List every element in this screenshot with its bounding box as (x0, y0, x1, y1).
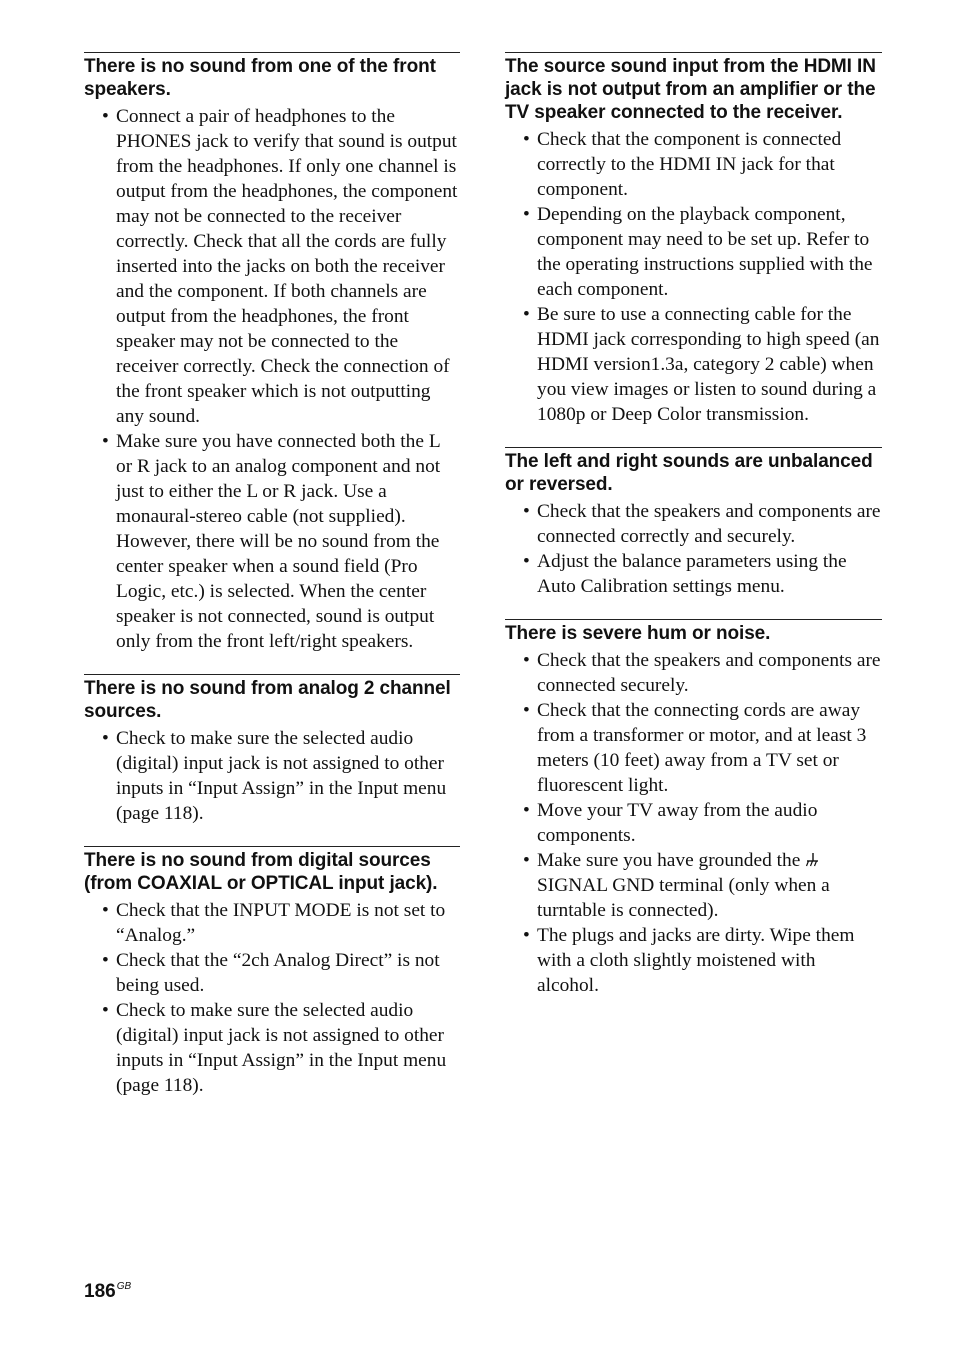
section-heading: There is severe hum or noise. (505, 623, 771, 644)
section-heading: There is no sound from digital sources (from COAXIAL or OPTICAL input jack). (84, 850, 438, 894)
bullet-item: • Check that the INPUT MODE is not set to “Analog.” (84, 898, 460, 948)
section-no-sound-digital (84, 846, 460, 1098)
bullet-item: • Check that the component is connected correctly to the HDMI IN jack for that component. (505, 127, 882, 202)
ground-symbol-icon (805, 852, 819, 868)
bullet-list (505, 127, 882, 427)
section-heading: There is no sound from analog 2 channel sources. (84, 678, 451, 722)
bullet-item: • Make sure you have connected both the L or R jack to an analog component and not just to either the L or R jack. Use a monaural-stereo cable (not supplied). However, there will be no sound from the center speaker when a sound field (Pro Logic, etc.) is selected. When the center speaker is not connected, sound is output only from the front left/right speakers. (84, 429, 460, 654)
bullet-item: • Check that the connecting cords are away from a transformer or motor, and at least 3 meters (10 feet) away from a TV set or fluorescent light. (505, 698, 882, 798)
bullet-item: • Adjust the balance parameters using the Auto Calibration settings menu. (505, 549, 882, 599)
bullet-item: • Check to make sure the selected audio (digital) input jack is not assigned to other inputs in “Input Assign” in the Input menu (page 118). (84, 998, 460, 1098)
right-column (505, 52, 882, 1018)
bullet-item: • Connect a pair of headphones to the PHONES jack to verify that sound is output from the headphones. If only one channel is output from the headphones, the component may not be connected to the receiver correctly. Check that all the cords are fully inserted into the jacks on both the receiver and the component. If both channels are output from the headphones, the front speaker may not be connected to the receiver correctly. Check the connection of the front speaker which is not outputting any sound. (84, 104, 460, 429)
bullet-item: • Check that the “2ch Analog Direct” is not being used. (84, 948, 460, 998)
bullet-item: • Be sure to use a connecting cable for the HDMI jack corresponding to high speed (an HDMI version1.3a, category 2 cable) when you view images or listen to sound during a 1080p or Deep Color transmission. (505, 302, 882, 427)
bullet-item: • Depending on the playback component, component may need to be set up. Refer to the operating instructions supplied with the each component. (505, 202, 882, 302)
bullet-list (84, 104, 460, 654)
bullet-item: • Check to make sure the selected audio (digital) input jack is not assigned to other inputs in “Input Assign” in the Input menu (page 118). (84, 726, 460, 826)
section-no-sound-front (84, 52, 460, 654)
bullet-list (505, 499, 882, 599)
bullet-list (84, 726, 460, 826)
section-hdmi-no-output (505, 52, 882, 427)
ground-text-after: SIGNAL GND terminal (only when a turntable is connected). (537, 875, 830, 921)
page-number-value: 186 (84, 1281, 116, 1302)
left-column (84, 52, 460, 1118)
region-code: GB (116, 1281, 132, 1292)
bullet-item: • Check that the speakers and components are connected securely. (505, 648, 882, 698)
section-unbalanced (505, 447, 882, 599)
bullet-list (84, 898, 460, 1098)
bullet-item-ground (505, 848, 882, 923)
page-number (84, 1281, 131, 1303)
ground-text-before: Make sure you have grounded the (537, 850, 801, 871)
section-hum-noise (505, 619, 882, 998)
bullet-item: • Move your TV away from the audio components. (505, 798, 882, 848)
section-heading: There is no sound from one of the front speakers. (84, 56, 436, 100)
bullet-list (505, 648, 882, 998)
bullet-item: • The plugs and jacks are dirty. Wipe them with a cloth slightly moistened with alcohol. (505, 923, 882, 998)
section-heading: The source sound input from the HDMI IN jack is not output from an amplifier or the TV speaker connected to the receiver. (505, 56, 876, 123)
bullet-item: • Check that the speakers and components are connected correctly and securely. (505, 499, 882, 549)
section-no-sound-analog (84, 674, 460, 826)
section-heading: The left and right sounds are unbalanced or reversed. (505, 451, 873, 495)
